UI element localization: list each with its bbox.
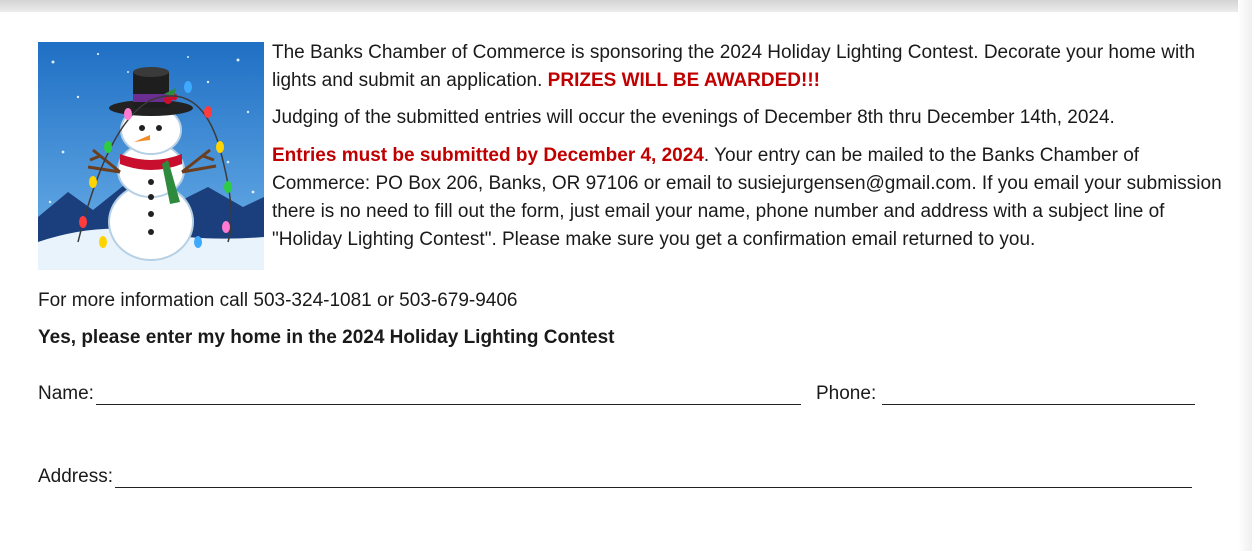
contest-intro-paragraph bbox=[272, 39, 1222, 95]
address-field[interactable] bbox=[38, 466, 1192, 488]
right-shadow bbox=[1238, 0, 1252, 551]
phone-blank-line[interactable] bbox=[882, 384, 1195, 405]
submission-instructions: . Your entry can be mailed to the Banks Chamber of Commerce: PO Box 206, Banks, OR 97106 or email to susiejurgensen@gmail.com. If you email your submission there is no need to fill out the form, just email your name, phone number and address with a subject line of "Holiday Lighting Contest". Please make sure you get a confirmation email returned to you. bbox=[272, 145, 1222, 250]
submission-paragraph bbox=[272, 142, 1222, 254]
name-field[interactable] bbox=[38, 383, 801, 405]
contact-info-line: For more information call 503-324-1081 or 503-679-9406 bbox=[38, 290, 518, 311]
address-label: Address: bbox=[38, 466, 113, 487]
judging-dates-paragraph: Judging of the submitted entries will occur the evenings of December 8th thru December 14th, 2024. bbox=[272, 107, 1115, 128]
prizes-announcement: PRIZES WILL BE AWARDED!!! bbox=[547, 70, 820, 91]
top-shadow bbox=[0, 0, 1252, 12]
entry-heading: Yes, please enter my home in the 2024 Holiday Lighting Contest bbox=[38, 327, 615, 348]
phone-label: Phone: bbox=[816, 383, 877, 404]
phone-field[interactable] bbox=[816, 383, 1195, 405]
address-blank-line[interactable] bbox=[115, 467, 1192, 488]
name-label: Name: bbox=[38, 383, 94, 404]
deadline-text: Entries must be submitted by December 4, 2024 bbox=[272, 145, 704, 166]
intro-text: The Banks Chamber of Commerce is sponsoring the 2024 Holiday Lighting Contest. Decorate your home with lights and submit an application. bbox=[272, 42, 1196, 91]
name-blank-line[interactable] bbox=[96, 384, 801, 405]
snowman-with-lights-icon bbox=[38, 42, 264, 270]
